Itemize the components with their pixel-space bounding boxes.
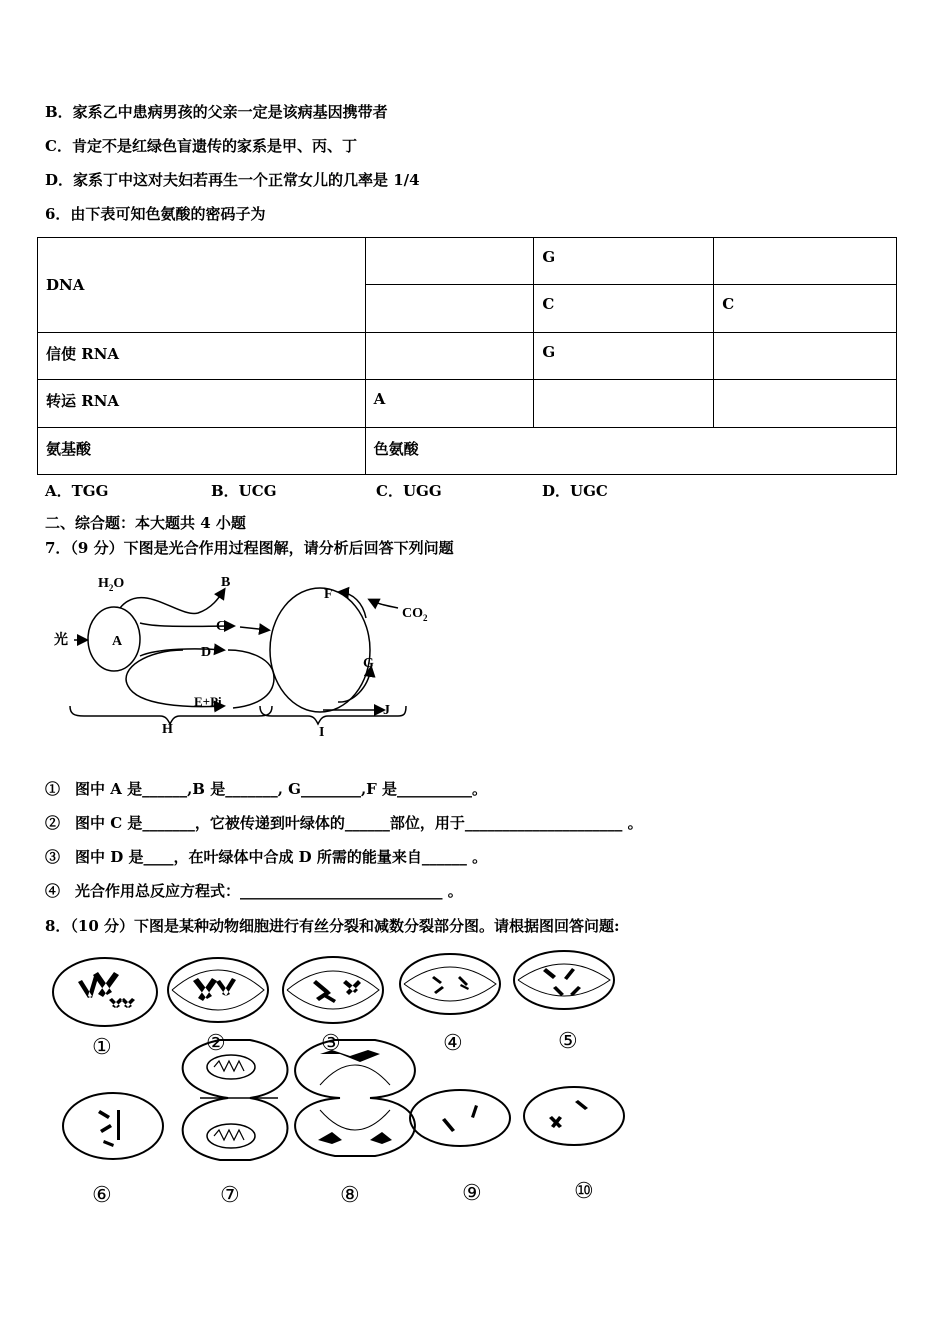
- q6-option-c: C．UGG: [376, 482, 442, 500]
- q7-item-4: ④ 光合作用总反应方程式：___________________________ 。: [45, 882, 463, 900]
- cell-label-3: ③: [321, 1030, 341, 1055]
- calvin-cycle-ellipse: [270, 588, 370, 712]
- mrna-cell: G: [534, 333, 714, 380]
- cell-1: [53, 958, 157, 1026]
- amino-acid-value: 色氨酸: [365, 428, 896, 475]
- cell-9: [410, 1090, 510, 1146]
- codon-table: [37, 237, 897, 475]
- cell-label-10: ⑩: [574, 1178, 594, 1203]
- q7-stem: 7．（9 分）下图是光合作用过程图解，请分析后回答下列问题: [45, 539, 454, 557]
- dna-cell: C: [714, 285, 897, 333]
- trna-cell: [534, 380, 714, 428]
- q5-option-b: B．家系乙中患病男孩的父亲一定是该病基因携带者: [45, 103, 388, 121]
- dna-cell: [365, 238, 534, 285]
- q7-item-3: ③ 图中 D 是____，在叶绿体中合成 D 所需的能量来自______ 。: [45, 848, 488, 866]
- amino-acid-label: 氨基酸: [38, 428, 366, 475]
- cell-5: [514, 951, 614, 1009]
- dna-label: DNA: [38, 238, 366, 333]
- label-b: B: [221, 575, 231, 590]
- label-d: D: [201, 645, 212, 660]
- photosynthesis-diagram: [48, 568, 448, 738]
- label-h: H: [162, 722, 173, 737]
- q8-stem: 8．（10 分）下图是某种动物细胞进行有丝分裂和减数分裂部分图。请根据图回答问题:: [45, 917, 620, 935]
- label-light: 光: [54, 633, 68, 648]
- q5-option-c: C．肯定不是红绿色盲遗传的家系是甲、丙、丁: [45, 137, 357, 155]
- trna-cell: [714, 380, 897, 428]
- q7-item-2: ② 图中 C 是_______，它被传递到叶绿体的______部位，用于_____________________ 。: [45, 814, 643, 832]
- label-f: F: [324, 587, 333, 602]
- label-i: I: [319, 725, 325, 738]
- cell-3: [283, 957, 383, 1023]
- q5-option-d: D．家系丁中这对夫妇若再生一个正常女儿的几率是 1/4: [45, 171, 420, 189]
- q6-option-a: A．TGG: [45, 482, 109, 500]
- cell-label-4: ④: [443, 1030, 463, 1055]
- label-e-pi: E+Pi: [194, 694, 222, 709]
- cell-2: [168, 958, 268, 1022]
- cell-7: [183, 1040, 288, 1160]
- label-j: J: [383, 703, 390, 718]
- trna-cell: A: [365, 380, 534, 428]
- q6-option-d: D．UGC: [542, 482, 608, 500]
- cell-label-9: ⑨: [462, 1180, 482, 1205]
- q6-stem: 6．由下表可知色氨酸的密码子为: [45, 205, 266, 223]
- mrna-cell: [365, 333, 534, 380]
- label-c: C: [216, 619, 227, 634]
- mrna-cell: [714, 333, 897, 380]
- dna-cell: C: [534, 285, 714, 333]
- cell-10: [524, 1087, 624, 1145]
- cell-6: [63, 1093, 163, 1159]
- dna-cell: [714, 238, 897, 285]
- dna-cell: G: [534, 238, 714, 285]
- cell-division-figure: [50, 950, 650, 1210]
- cell-4: [400, 954, 500, 1014]
- cell-label-2: ②: [206, 1030, 226, 1055]
- label-h2o: $H_2O$: [98, 576, 125, 593]
- label-g: G: [363, 656, 374, 671]
- cell-label-8: ⑧: [340, 1182, 360, 1207]
- cell-label-6: ⑥: [92, 1182, 112, 1207]
- cell-label-7: ⑦: [220, 1182, 240, 1207]
- trna-label: 转运 RNA: [38, 380, 366, 428]
- cell-label-5: ⑤: [558, 1028, 578, 1053]
- label-co2: $CO_2$: [402, 606, 428, 623]
- q6-option-b: B．UCG: [211, 482, 277, 500]
- mrna-label: 信使 RNA: [38, 333, 366, 380]
- cell-label-1: ①: [92, 1034, 112, 1059]
- q7-item-1: ① 图中 A 是______,B 是_______, G________,F 是__________。: [45, 780, 488, 798]
- label-a: A: [112, 634, 123, 649]
- section-heading: 二、综合题：本大题共 4 小题: [45, 514, 246, 532]
- dna-cell: [365, 285, 534, 333]
